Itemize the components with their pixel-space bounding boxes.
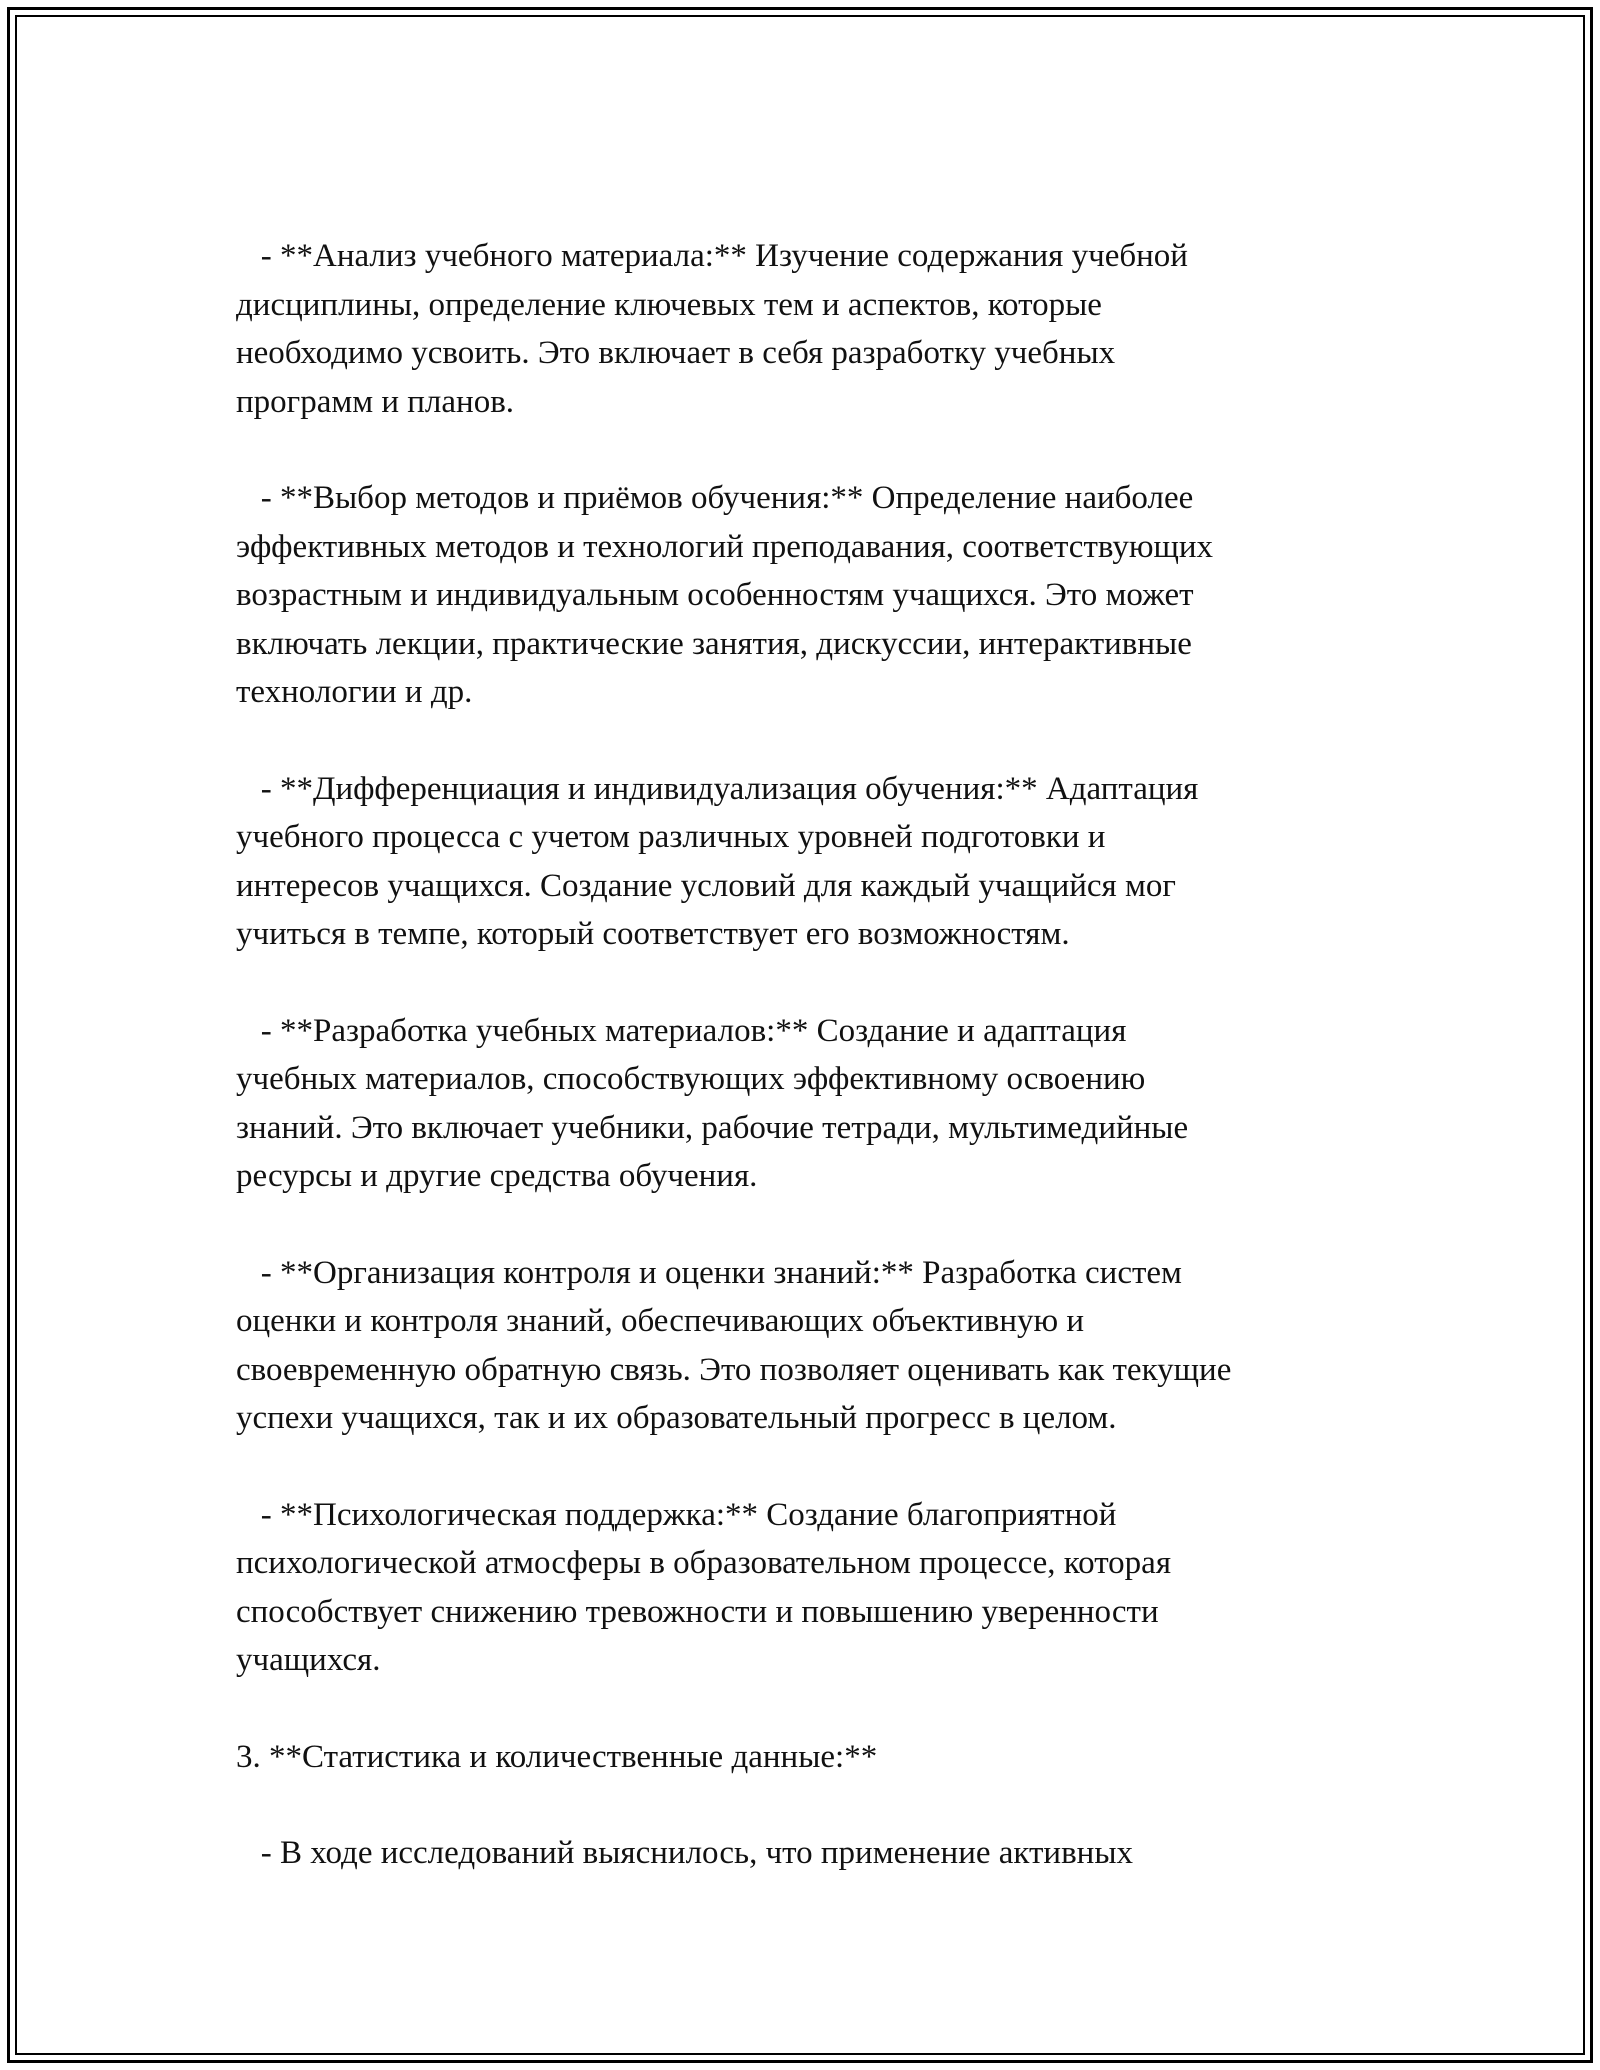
text-line: успехи учащихся, так и их образовательный прогресс в целом.	[236, 1400, 1117, 1436]
text-line: учащихся.	[236, 1642, 381, 1678]
text-line: технологии и др.	[236, 674, 473, 710]
text-line: программ и планов.	[236, 383, 515, 420]
text-line: учебных материалов, способствующих эффективному освоению	[236, 1061, 1146, 1097]
text-line: 3. **Статистика и количественные данные:**	[236, 1738, 878, 1775]
text-line: - **Психологическая поддержка:** Создание благоприятной	[236, 1496, 1117, 1533]
text-line: знаний. Это включает учебники, рабочие тетради, мультимедийные	[236, 1109, 1189, 1146]
bullet-choice-of-methods	[236, 474, 1386, 717]
text-line: интересов учащихся. Создание условий для каждый учащийся мог	[236, 867, 1176, 904]
section-heading-statistics	[236, 1733, 1386, 1782]
text-line: учебного процесса с учетом различных уровней подготовки и	[236, 819, 1106, 855]
text-line: психологической атмосферы в образовательном процессе, которая	[236, 1545, 1172, 1581]
text-line: необходимо усвоить. Это включает в себя разработку учебных	[236, 335, 1116, 371]
text-line: своевременную обратную связь. Это позволяет оценивать как текущие	[236, 1351, 1232, 1388]
document-body	[236, 232, 1386, 1926]
text-line: способствует снижению тревожности и повышению уверенности	[236, 1593, 1159, 1630]
text-line: возрастным и индивидуальным особенностям учащихся. Это может	[236, 577, 1194, 613]
text-line: включать лекции, практические занятия, дискуссии, интерактивные	[236, 625, 1192, 662]
text-line: учиться в темпе, который соответствует его возможностям.	[236, 916, 1070, 952]
text-line: дисциплины, определение ключевых тем и аспектов, которые	[236, 286, 1102, 323]
bullet-learning-materials	[236, 1007, 1386, 1201]
text-line: ресурсы и другие средства обучения.	[236, 1158, 758, 1194]
text-line: - В ходе исследований выяснилось, что применение активных	[236, 1835, 1134, 1871]
bullet-psychological-support	[236, 1491, 1386, 1685]
bullet-research-findings	[236, 1829, 1386, 1878]
text-line: эффективных методов и технологий преподавания, соответствующих	[236, 528, 1214, 565]
bullet-assessment	[236, 1249, 1386, 1443]
text-line: - **Разработка учебных материалов:** Создание и адаптация	[236, 1012, 1127, 1049]
text-line: оценки и контроля знаний, обеспечивающих объективную и	[236, 1303, 1085, 1339]
bullet-analysis-of-material	[236, 232, 1386, 426]
bullet-differentiation	[236, 765, 1386, 959]
text-line: - **Дифференциация и индивидуализация обучения:** Адаптация	[236, 770, 1199, 807]
text-line: - **Анализ учебного материала:** Изучение содержания учебной	[236, 238, 1188, 274]
text-line: - **Организация контроля и оценки знаний:** Разработка систем	[236, 1254, 1182, 1291]
text-line: - **Выбор методов и приёмов обучения:** Определение наиболее	[236, 480, 1194, 516]
